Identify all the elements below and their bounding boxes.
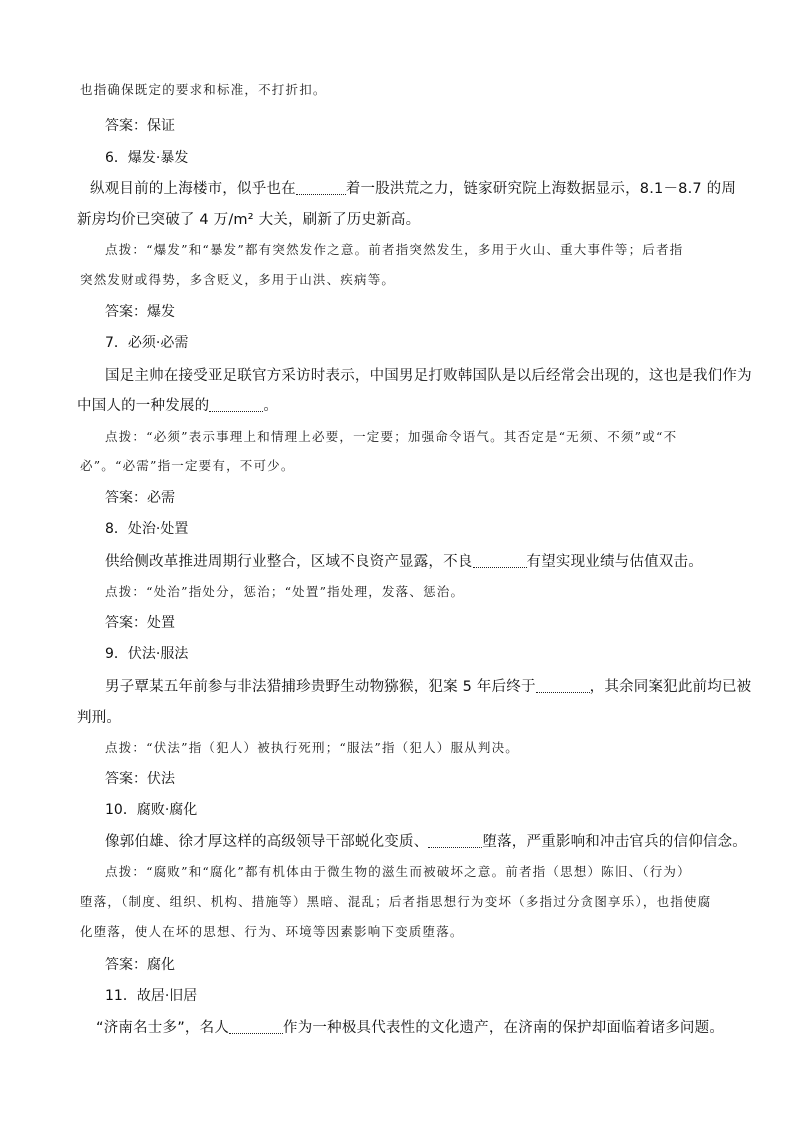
- item-heading: [105, 332, 188, 352]
- item-heading-text: 6．爆发·暴发: [105, 150, 189, 166]
- question-line: [77, 208, 420, 229]
- answer-label: 答案：: [105, 304, 147, 320]
- note-text: “处治”指处分，惩治；“处置”指处理，发落、惩治。: [146, 584, 465, 599]
- question-text: 男子覃某五年前参与非法猎捕珍贵野生动物猕猴，犯案 5 年后终于: [105, 679, 536, 695]
- question-text: “济南名士多”，名人: [96, 1020, 230, 1036]
- answer-line: [105, 301, 175, 321]
- fill-blank: [229, 1020, 283, 1036]
- item-heading: [105, 147, 188, 167]
- item-heading: [105, 985, 197, 1005]
- answer-value: 伏法: [147, 771, 175, 787]
- answer-value: 腐化: [147, 957, 175, 973]
- question-line: [105, 675, 751, 696]
- question-line: [105, 830, 747, 851]
- question-text: 供给侧改革推进周期行业整合，区域不良资产显露，不良: [105, 554, 473, 570]
- question-text: 国足主帅在接受亚足联官方采访时表示，中国男足打败韩国队是以后经常会出现的，这也是我们作为: [105, 368, 752, 384]
- note-continuation: [80, 80, 327, 98]
- question-text: 。: [263, 398, 279, 414]
- item-heading-text: 7．必须·必需: [105, 335, 189, 351]
- question-line: [105, 364, 752, 385]
- note-text: 堕落，（制度、组织、机构、措施等）黑暗、混乱；后者指思想行为变坏（多指过分贪图享乐），也指使腐: [80, 894, 712, 909]
- question-text: 判刑。: [77, 710, 122, 726]
- item-heading-text: 10．腐败·腐化: [105, 802, 198, 818]
- note-text: 突然发财或得势，多含贬义，多用于山洪、疾病等。: [80, 272, 396, 287]
- item-heading: [105, 799, 197, 819]
- note-label: 点拨：: [105, 864, 147, 879]
- note-text: “伏法”指（犯人）被执行死刑；“服法”指（犯人）服从判决。: [146, 740, 519, 755]
- note-line: [105, 427, 677, 445]
- note-text: “腐败”和“腐化”都有机体由于微生物的滋生而被破坏之意。前者指（思想）陈旧、（行为）: [146, 864, 691, 879]
- item-heading-text: 9．伏法·服法: [105, 646, 189, 662]
- note-line: [80, 456, 295, 474]
- question-text: 中国人的一种发展的: [77, 398, 210, 414]
- question-text: 有望实现业绩与估值双击。: [526, 554, 703, 570]
- answer-value: 处置: [147, 615, 175, 631]
- fill-blank: [296, 181, 346, 197]
- fill-blank: [536, 679, 590, 695]
- note-line: [80, 922, 464, 940]
- answer-label: 答案：: [105, 615, 147, 631]
- answer-line: [105, 487, 175, 507]
- answer-label: 答案：: [105, 490, 147, 506]
- note-line: [80, 892, 711, 910]
- note-label: 点拨：: [105, 584, 147, 599]
- note-line: [105, 738, 519, 756]
- answer-label: 答案：: [105, 118, 147, 134]
- note-text: “爆发”和“暴发”都有突然发作之意。前者指突然发生，多用于火山、重大事件等；后者指: [146, 242, 684, 257]
- fill-blank: [473, 554, 527, 570]
- answer-value: 必需: [147, 490, 175, 506]
- item-heading: [105, 643, 188, 663]
- answer-line: [105, 115, 175, 135]
- note-label: 点拨：: [105, 429, 147, 444]
- answer-line: [105, 768, 175, 788]
- note-line: [105, 862, 691, 880]
- question-text: 着一股洪荒之力，链家研究院上海数据显示，8.1－8.7 的周: [345, 181, 737, 197]
- note-label: 点拨：: [105, 740, 147, 755]
- note-label: 点拨：: [105, 242, 147, 257]
- note-text: 化堕落，使人在坏的思想、行为、环境等因素影响下变质堕落。: [80, 924, 464, 939]
- answer-line: [105, 954, 175, 974]
- question-line: [77, 706, 121, 727]
- note-line: [105, 240, 683, 258]
- question-text: 堕落，严重影响和冲击官兵的信仰信念。: [482, 834, 748, 850]
- note-line: [105, 582, 464, 600]
- item-heading: [105, 518, 188, 538]
- note-text: 也指确保既定的要求和标准，不打折扣。: [80, 82, 327, 97]
- note-text: “必须”表示事理上和情理上必要，一定要；加强命令语气。其否定是“无须、不须”或“不: [146, 429, 678, 444]
- question-line: [96, 1016, 724, 1037]
- note-text: 必”。“必需”指一定要有，不可少。: [80, 458, 295, 473]
- answer-value: 爆发: [147, 304, 175, 320]
- question-line: [90, 177, 736, 198]
- answer-label: 答案：: [105, 771, 147, 787]
- question-text: 作为一种极具代表性的文化遗产，在济南的保护却面临着诸多问题。: [283, 1020, 725, 1036]
- item-heading-text: 11．故居·旧居: [105, 988, 198, 1004]
- question-text: 像郭伯雄、徐才厚这样的高级领导干部蜕化变质、: [105, 834, 429, 850]
- note-line: [80, 270, 395, 288]
- fill-blank: [209, 398, 263, 414]
- answer-value: 保证: [147, 118, 175, 134]
- question-line: [77, 394, 278, 415]
- question-text: ，其余同案犯此前均已被: [589, 679, 752, 695]
- answer-label: 答案：: [105, 957, 147, 973]
- answer-line: [105, 612, 175, 632]
- item-heading-text: 8．处治·处置: [105, 521, 189, 537]
- question-text: 纵观目前的上海楼市，似乎也在: [90, 181, 296, 197]
- question-line: [105, 550, 703, 571]
- question-text: 新房均价已突破了 4 万/m² 大关，刷新了历史新高。: [77, 212, 421, 228]
- fill-blank: [428, 834, 482, 850]
